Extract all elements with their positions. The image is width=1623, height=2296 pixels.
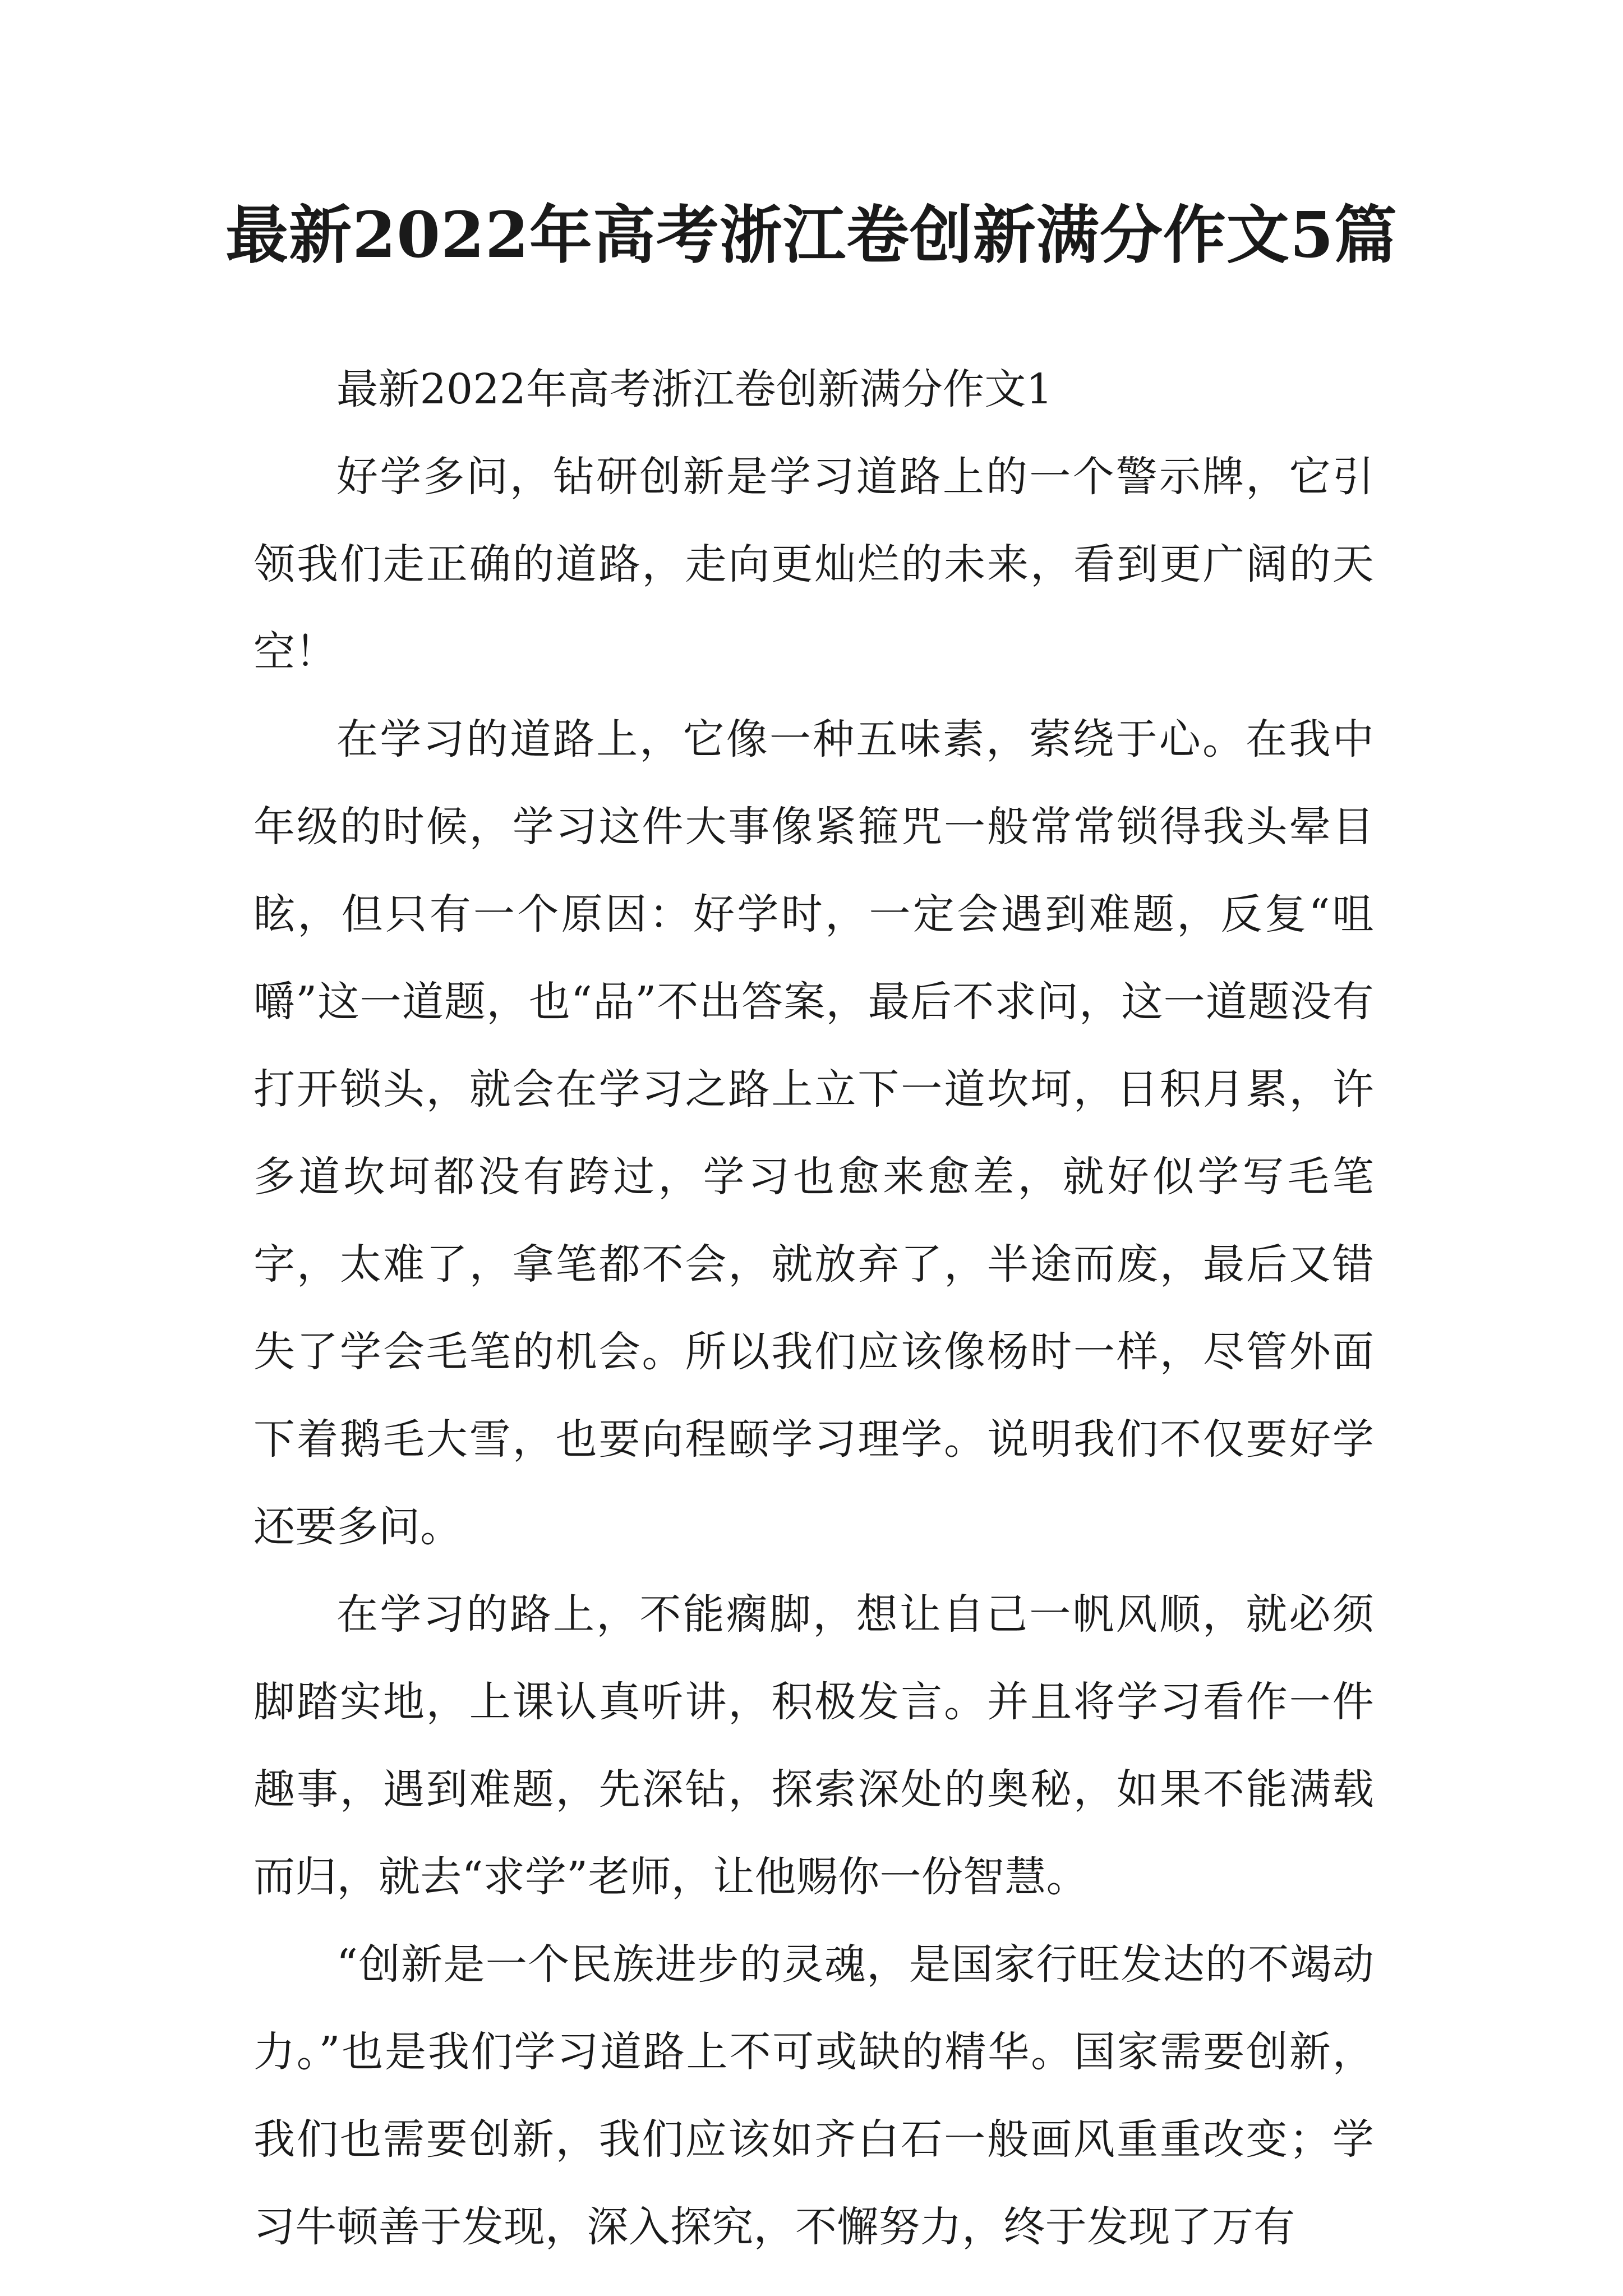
paragraph: 好学多问，钻研创新是学习道路上的一个警示牌，它引领我们走正确的道路，走向更灿烂的未来，看到更广阔的天空！ [253,453,1374,676]
paragraph: “创新是一个民族进步的灵魂，是国家行旺发达的不竭动力。”也是我们学习道路上不可或缺的精华。国家需要创新，我们也需要创新，我们应该如齐白石一般画风重重改变；学习牛顿善于发现，深入探究，不懈努力，终于发现了万有 [253,1940,1374,2251]
document-title: 最新2022年高考浙江卷创新满分作文5篇 [225,199,1398,272]
document-body [253,346,1374,2271]
paragraph: 在学习的道路上，它像一种五味素，萦绕于心。在我中年级的时候，学习这件大事像紧箍咒一般常常锁得我头晕目眩，但只有一个原因：好学时，一定会遇到难题，反复“咀嚼”这一道题，也“品”不出答案，最后不求问，这一道题没有打开锁头，就会在学习之路上立下一道坎坷，日积月累，许多道坎坷都没有跨过，学习也愈来愈差，就好似学写毛笔字，太难了，拿笔都不会，就放弃了，半途而废，最后又错失了学会毛笔的机会。所以我们应该像杨时一样，尽管外面下着鹅毛大雪，也要向程颐学习理学。说明我们不仅要好学还要多问。 [253,715,1374,1551]
paragraph: 在学习的路上，不能瘸脚，想让自己一帆风顺，就必须脚踏实地，上课认真听讲，积极发言。并且将学习看作一件趣事，遇到难题，先深钻，探索深处的奥秘，如果不能满载而归，就去“求学”老师，让他赐你一份智慧。 [253,1590,1374,1901]
section-heading: 最新2022年高考浙江卷创新满分作文1 [336,365,1053,413]
